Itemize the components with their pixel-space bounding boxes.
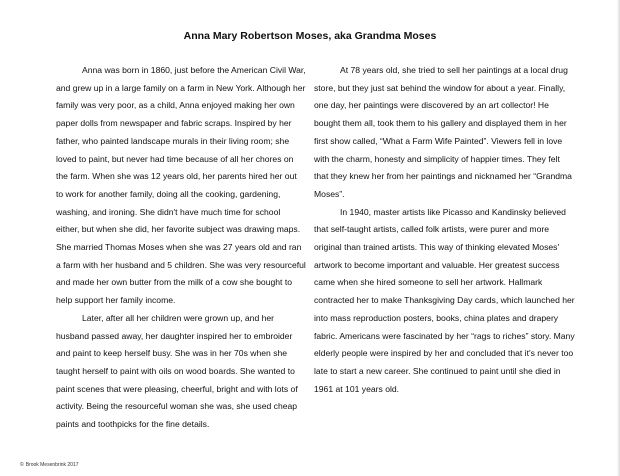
document-title: Anna Mary Robertson Moses, aka Grandma Moses bbox=[183, 30, 437, 42]
paragraph-childhood: Anna was born in 1860, just before the American Civil War, and grew up in a large family on a farm in New York. Although her family was very poor, as a child, Anna enjoyed making her own paper dolls from newspaper and fabric scraps. Inspired by her father, who painted landscape murals in their living room; she loved to paint, but never had time because of all her chores on the farm. When she was 12 years old, her parents hired her out to work for another family, doing all the cooking, gardening, washing, and ironing. She didn't have much time for school either, but when she did, her favorite subject was drawing maps. She married Thomas Moses when she was 27 years old and ran a farm with her husband and 5 children. She was very resourceful and made her own butter from the milk of a cow she bought to help support her family income. bbox=[56, 65, 306, 306]
copyright-icon: © bbox=[20, 462, 24, 468]
footer-copyright bbox=[20, 462, 79, 468]
left-column bbox=[56, 62, 306, 434]
paragraph-success: In 1940, master artists like Picasso and Kandinsky believed that self-taught artists, called folk artists, were purer and more original than trained artists. This way of thinking elevated Moses' artwork to become important and valuable. Her greatest success came when she hired someone to sell her artwork. Hallmark contracted her to make Thanksgiving Day cards, which launched her into mass reproduction posters, books, china plates and drapery fabric. Americans were fascinated by her “rags to riches” story. Many elderly people were inspired by her and concluded that it's never too late to start a new career. She continued to paint until she died in 1961 at 101 years old. bbox=[314, 206, 575, 394]
right-column bbox=[314, 62, 576, 398]
paragraph-discovery: At 78 years old, she tried to sell her paintings at a local drug store, but they just sat behind the window for about a year. Finally, one day, her paintings were discovered by an art collector! He bought them all, took them to his gallery and displayed them in her first show called, “What a Farm Wife Painted”. Viewers fell in love with the charm, honesty and simplicity of happier times. They felt that they knew her from her paintings and nicknamed her “Grandma Moses”. bbox=[314, 65, 572, 199]
footer-text: Brook Mesenbrink 2017 bbox=[25, 462, 79, 468]
paragraph-later-life: Later, after all her children were grown up, and her husband passed away, her daughter inspired her to embroider and paint to keep herself busy. She was in her 70s when she taught herself to paint with oils on wood boards. She wanted to paint scenes that were pleasing, cheerful, bright and with lots of activity. Being the resourceful woman she was, she used cheap paints and toothpicks for the fine details. bbox=[56, 312, 298, 430]
